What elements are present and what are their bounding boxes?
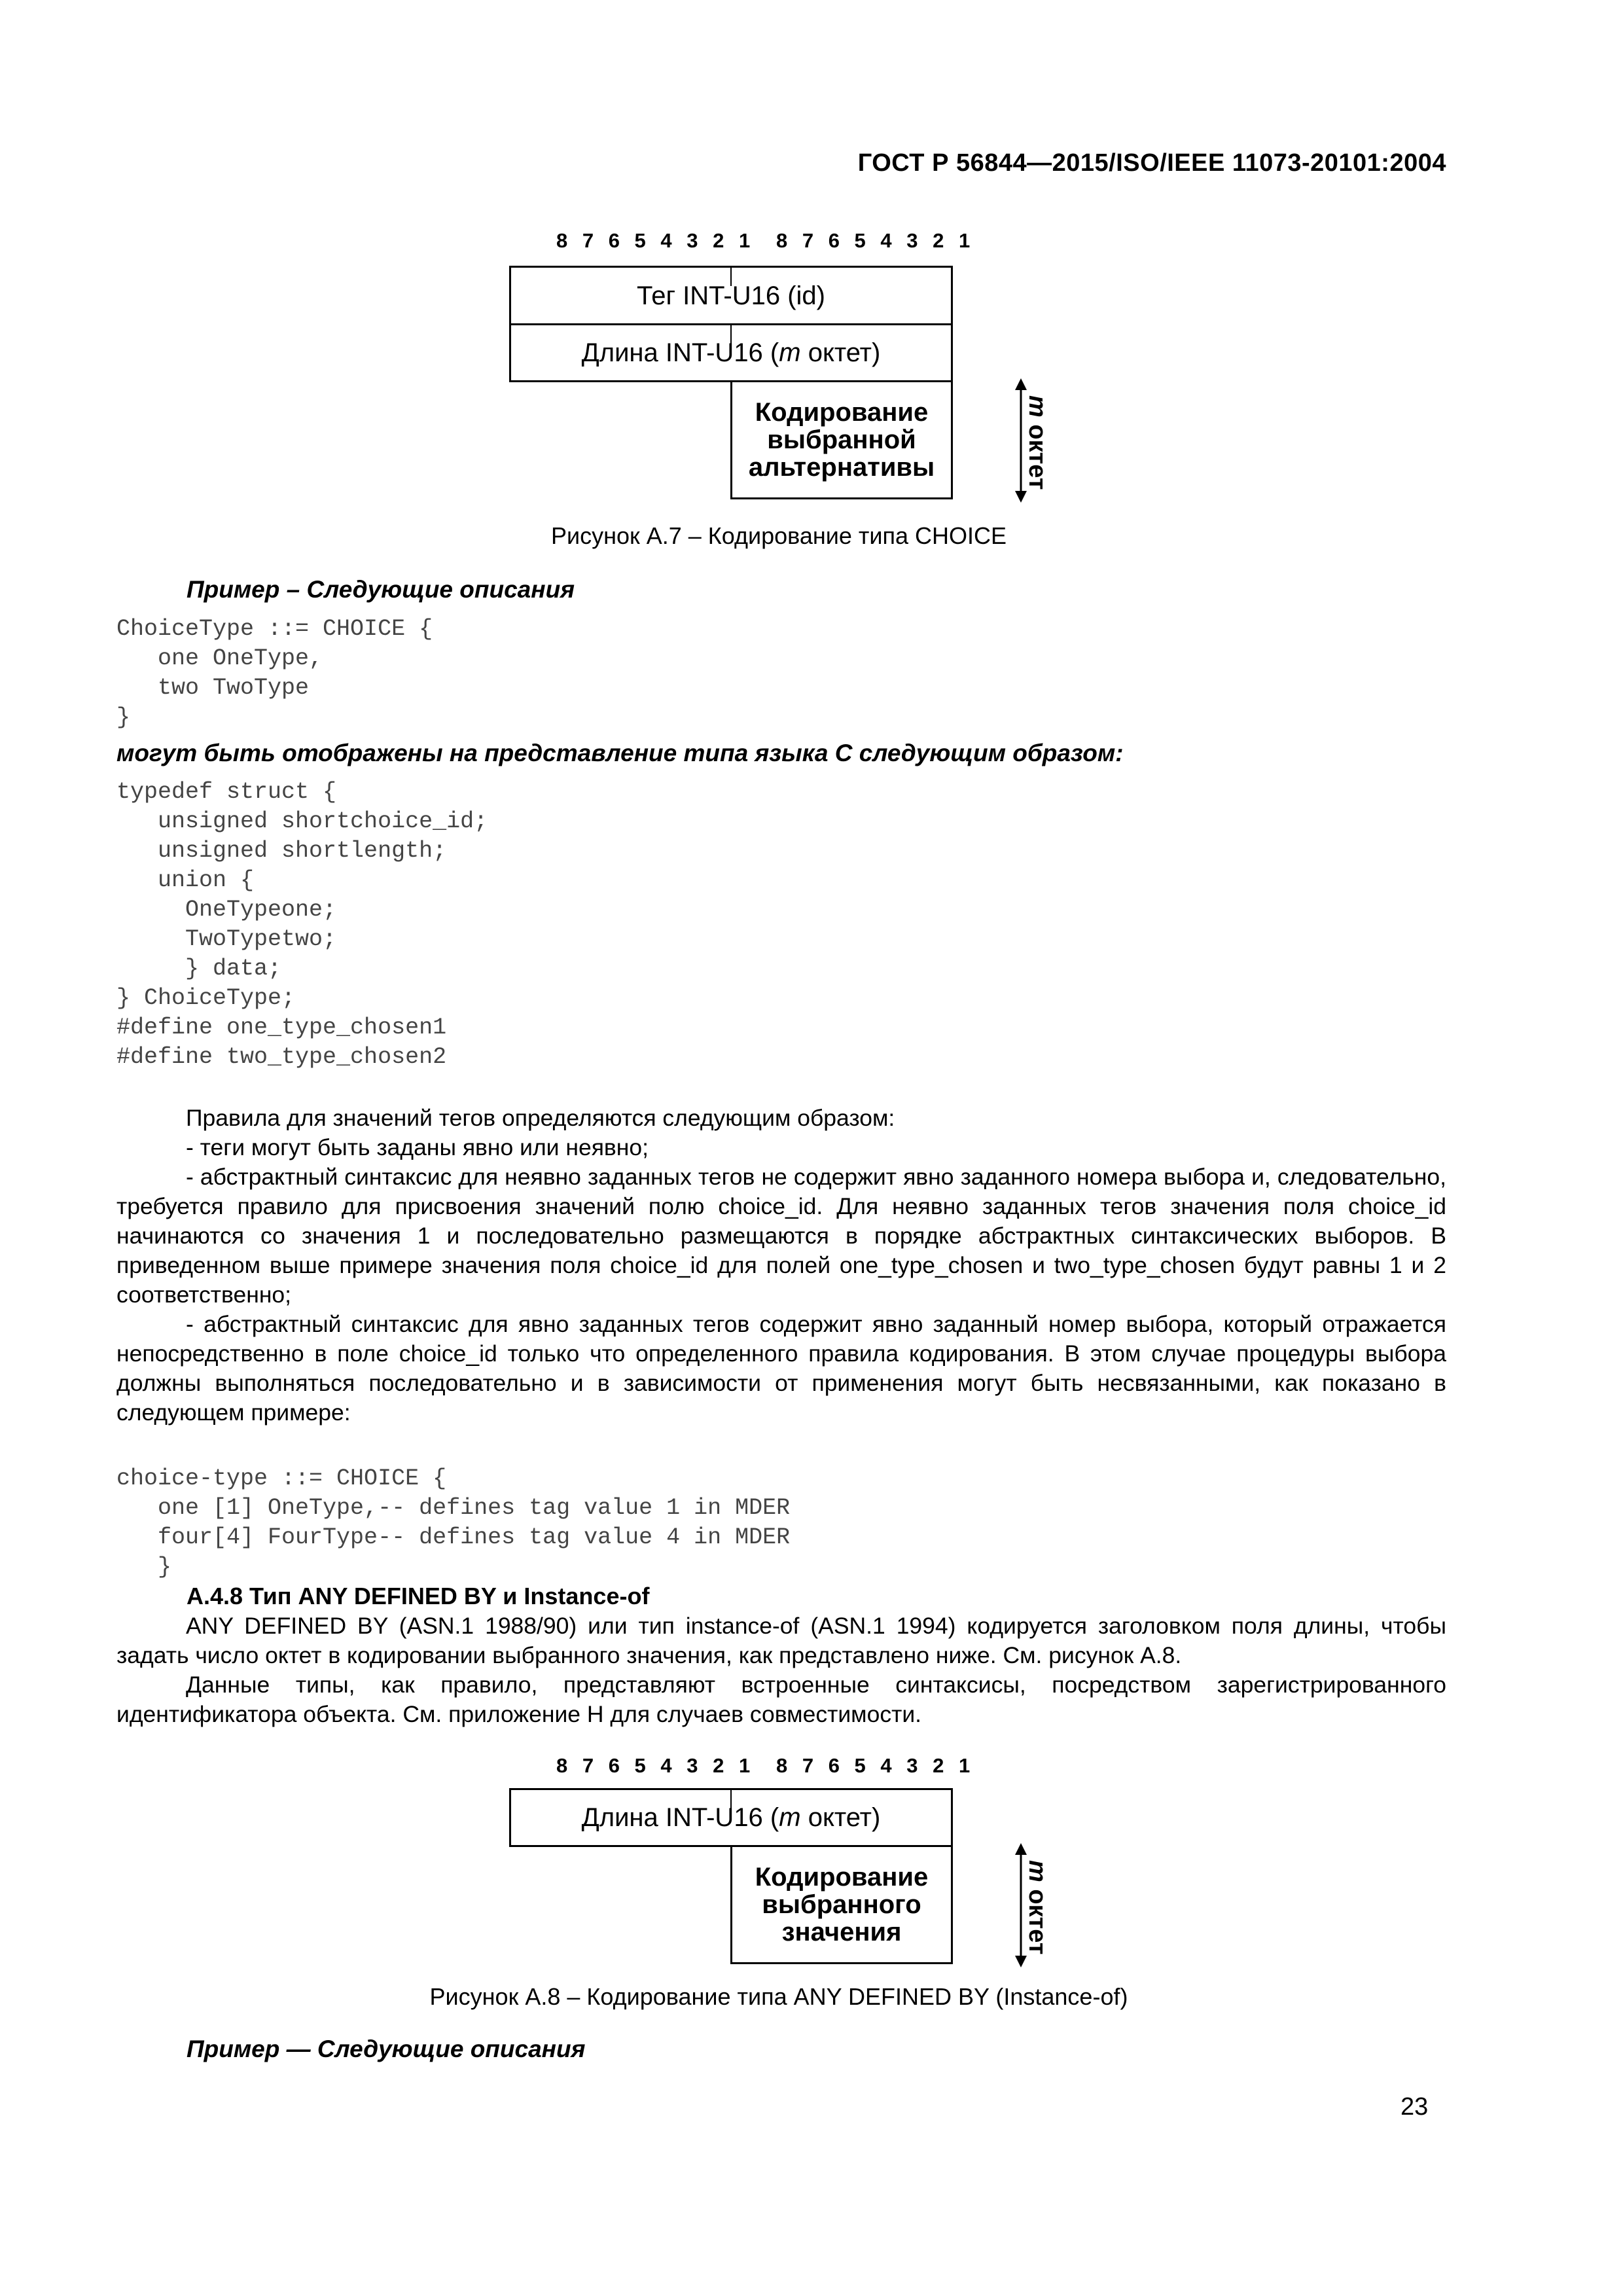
octet-divider-tick [730, 325, 732, 344]
code-block-typedef: typedef struct { unsigned shortchoice_id; unsigned shortlength; union { OneTypeone; TwoTypetwo; } data; } ChoiceType; #define one_type_chosen1 #define two_type_chosen2 [116, 779, 488, 1070]
paragraph: - абстрактный синтаксис для явно заданных тегов содержит явно заданный номер выбора, который отражается непосредственно в поле choice_id только что определенного правила кодирования. В этом случае процедуры выбора должны выполняться последовательно и в зависимости от применения могут быть несвязанными, как показано в следующем примере: [116, 1311, 1446, 1426]
code-block-choice: ChoiceType ::= CHOICE { one OneType, two TwoType } [116, 616, 433, 730]
chosen-alternative-encoding-box [730, 380, 953, 499]
m-octet-label: m октет [1024, 395, 1051, 490]
figure-a7-caption: Рисунок А.7 – Кодирование типа CHOICE [550, 522, 1007, 549]
bit-numbers-right: 8 7 6 5 4 3 2 1 [776, 229, 975, 252]
m-octet-label: m октет [1024, 1860, 1051, 1955]
paragraph: - абстрактный синтаксис для неявно заданных тегов не содержит явно заданного номера выбора и, следовательно, требуется правило для присвоения значений полю choice_id. Для неявно заданных тегов значения поля choice_id начинаются со значения 1 и последовательно размещаются в порядке абстрактных синтаксических выборов. В приведенном выше примере значения поля choice_id для полей one_type_chosen и two_type_chosen будут равны 1 и 2 соответственно; [116, 1164, 1446, 1308]
paragraph: - теги могут быть заданы явно или неявно; [186, 1134, 649, 1160]
page-number: 23 [1400, 2093, 1429, 2121]
bit-numbers-left: 8 7 6 5 4 3 2 1 [556, 1754, 755, 1777]
example-heading: Пример – Следующие описания [187, 576, 575, 603]
paragraph: Правила для значений тегов определяются следующим образом: [186, 1105, 895, 1131]
octet-divider-tick [730, 1790, 732, 1808]
document-header: ГОСТ Р 56844—2015/ISO/IEEE 11073-20101:2004 [857, 149, 1446, 177]
paragraph: ANY DEFINED BY (ASN.1 1988/90) или тип instance-of (ASN.1 1994) кодируется заголовком поля длины, чтобы задать число октет в кодировании выбранного значения, как представлено ниже. См. рисунок А.8. [116, 1613, 1446, 1668]
length-field-label: Длина INT-U16 (m октет) [581, 338, 881, 367]
paragraph: Данные типы, как правило, представляют встроенные синтаксисы, посредством зарегистрированного идентификатора объекта. См. приложение Н для случаев совместимости. [116, 1672, 1446, 1727]
code-block-choice-type: choice-type ::= CHOICE { one [1] OneType,-- defines tag value 1 in MDER four[4] FourType-- defines tag value 4 in MDER } [116, 1465, 791, 1580]
encoding-label-line: альтернативы [748, 453, 935, 482]
encoding-label-line: выбранного [762, 1890, 921, 1919]
bit-numbers-left: 8 7 6 5 4 3 2 1 [556, 229, 755, 252]
bit-numbers-right: 8 7 6 5 4 3 2 1 [776, 1754, 975, 1777]
octet-divider-tick [730, 268, 732, 286]
figure-a8-caption: Рисунок А.8 – Кодирование типа ANY DEFINED BY (Instance-of) [429, 1983, 1128, 2010]
encoding-label-line: Кодирование [755, 398, 929, 427]
chosen-value-encoding-box [730, 1845, 953, 1964]
section-heading: А.4.8 Тип ANY DEFINED BY и Instance-of [187, 1583, 650, 1609]
example-heading: Пример — Следующие описания [187, 2036, 586, 2062]
encoding-label-line: значения [781, 1918, 902, 1946]
section-a48-text [116, 1611, 1446, 1729]
length-field-label: Длина INT-U16 (m октет) [581, 1803, 881, 1832]
encoding-label-line: Кодирование [755, 1863, 929, 1892]
mapping-text: могут быть отображены на представление типа языка С следующим образом: [116, 740, 1124, 766]
tag-rules-text [116, 1103, 1446, 1427]
encoding-label-line: выбранной [767, 425, 916, 454]
tag-field-label: Тег INT-U16 (id) [637, 281, 825, 310]
